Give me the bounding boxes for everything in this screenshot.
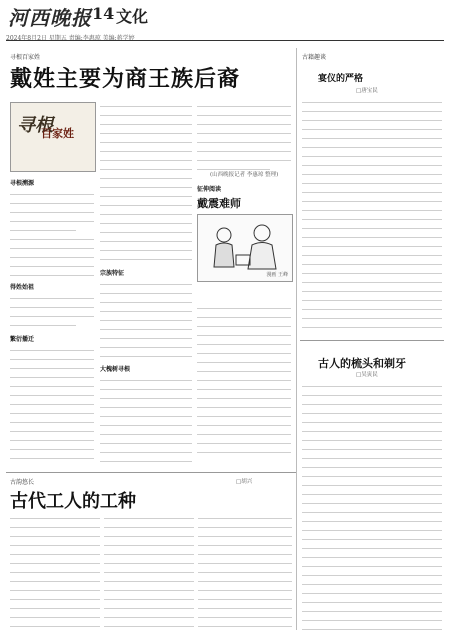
cartoon-illustration bbox=[197, 214, 293, 282]
article-kicker: 古籍趣谈 bbox=[302, 54, 327, 61]
byline: □唐宝民 bbox=[356, 88, 378, 94]
credit-line: (山西晚报记者 李惠琼 整理) bbox=[210, 172, 279, 178]
text-column bbox=[10, 188, 94, 280]
section-title: 文化 bbox=[116, 7, 149, 26]
section-heading: 得姓始祖 bbox=[10, 284, 35, 291]
byline: □胡兴 bbox=[236, 479, 253, 485]
newspaper-logo: 河西晚报 bbox=[8, 6, 92, 30]
article-kicker: 古韵悠长 bbox=[10, 479, 35, 486]
section-heading: 征伸阅读 bbox=[197, 186, 222, 193]
illustration-text: 寻根 bbox=[17, 115, 53, 136]
text-column bbox=[104, 512, 194, 632]
cartoon-caption: 漫画 王峰 bbox=[266, 272, 288, 278]
text-column bbox=[10, 292, 94, 330]
section-divider bbox=[300, 340, 444, 341]
masthead-rule bbox=[6, 40, 444, 41]
article-headline: 古代工人的工种 bbox=[10, 491, 136, 512]
column-divider bbox=[296, 48, 297, 630]
dateline: 2024年8月2日 星期五 责编:李惠琼 美编:蒋学婷 bbox=[6, 35, 135, 42]
section-heading: 繁衍播迁 bbox=[10, 336, 35, 343]
text-column bbox=[302, 96, 442, 336]
text-column bbox=[302, 380, 442, 630]
main-headline: 戴姓主要为商王族后裔 bbox=[10, 66, 241, 92]
section-heading: 寻根溯源 bbox=[10, 180, 35, 187]
article-headline: 古人的梳头和剃牙 bbox=[318, 357, 406, 370]
text-column bbox=[198, 512, 292, 632]
text-column bbox=[10, 344, 94, 464]
page-number: 14 bbox=[92, 4, 115, 23]
text-column bbox=[197, 100, 291, 170]
text-column bbox=[100, 278, 192, 362]
surname-illustration bbox=[10, 102, 96, 172]
byline: □吴寅民 bbox=[356, 372, 378, 378]
story-text bbox=[197, 302, 291, 458]
text-column bbox=[10, 512, 100, 632]
text-column bbox=[100, 100, 192, 265]
section-heading: 大槐树寻根 bbox=[100, 366, 131, 373]
article-headline: 宴仪的严格 bbox=[318, 74, 364, 84]
masthead bbox=[6, 2, 444, 30]
section-divider bbox=[6, 472, 296, 473]
illustration-subtext: 百家姓 bbox=[41, 127, 74, 140]
text-column bbox=[100, 374, 192, 466]
story-headline: 戴震难师 bbox=[197, 197, 241, 210]
article-kicker: 寻根百家姓 bbox=[10, 54, 41, 61]
section-heading: 宗族特征 bbox=[100, 270, 125, 277]
